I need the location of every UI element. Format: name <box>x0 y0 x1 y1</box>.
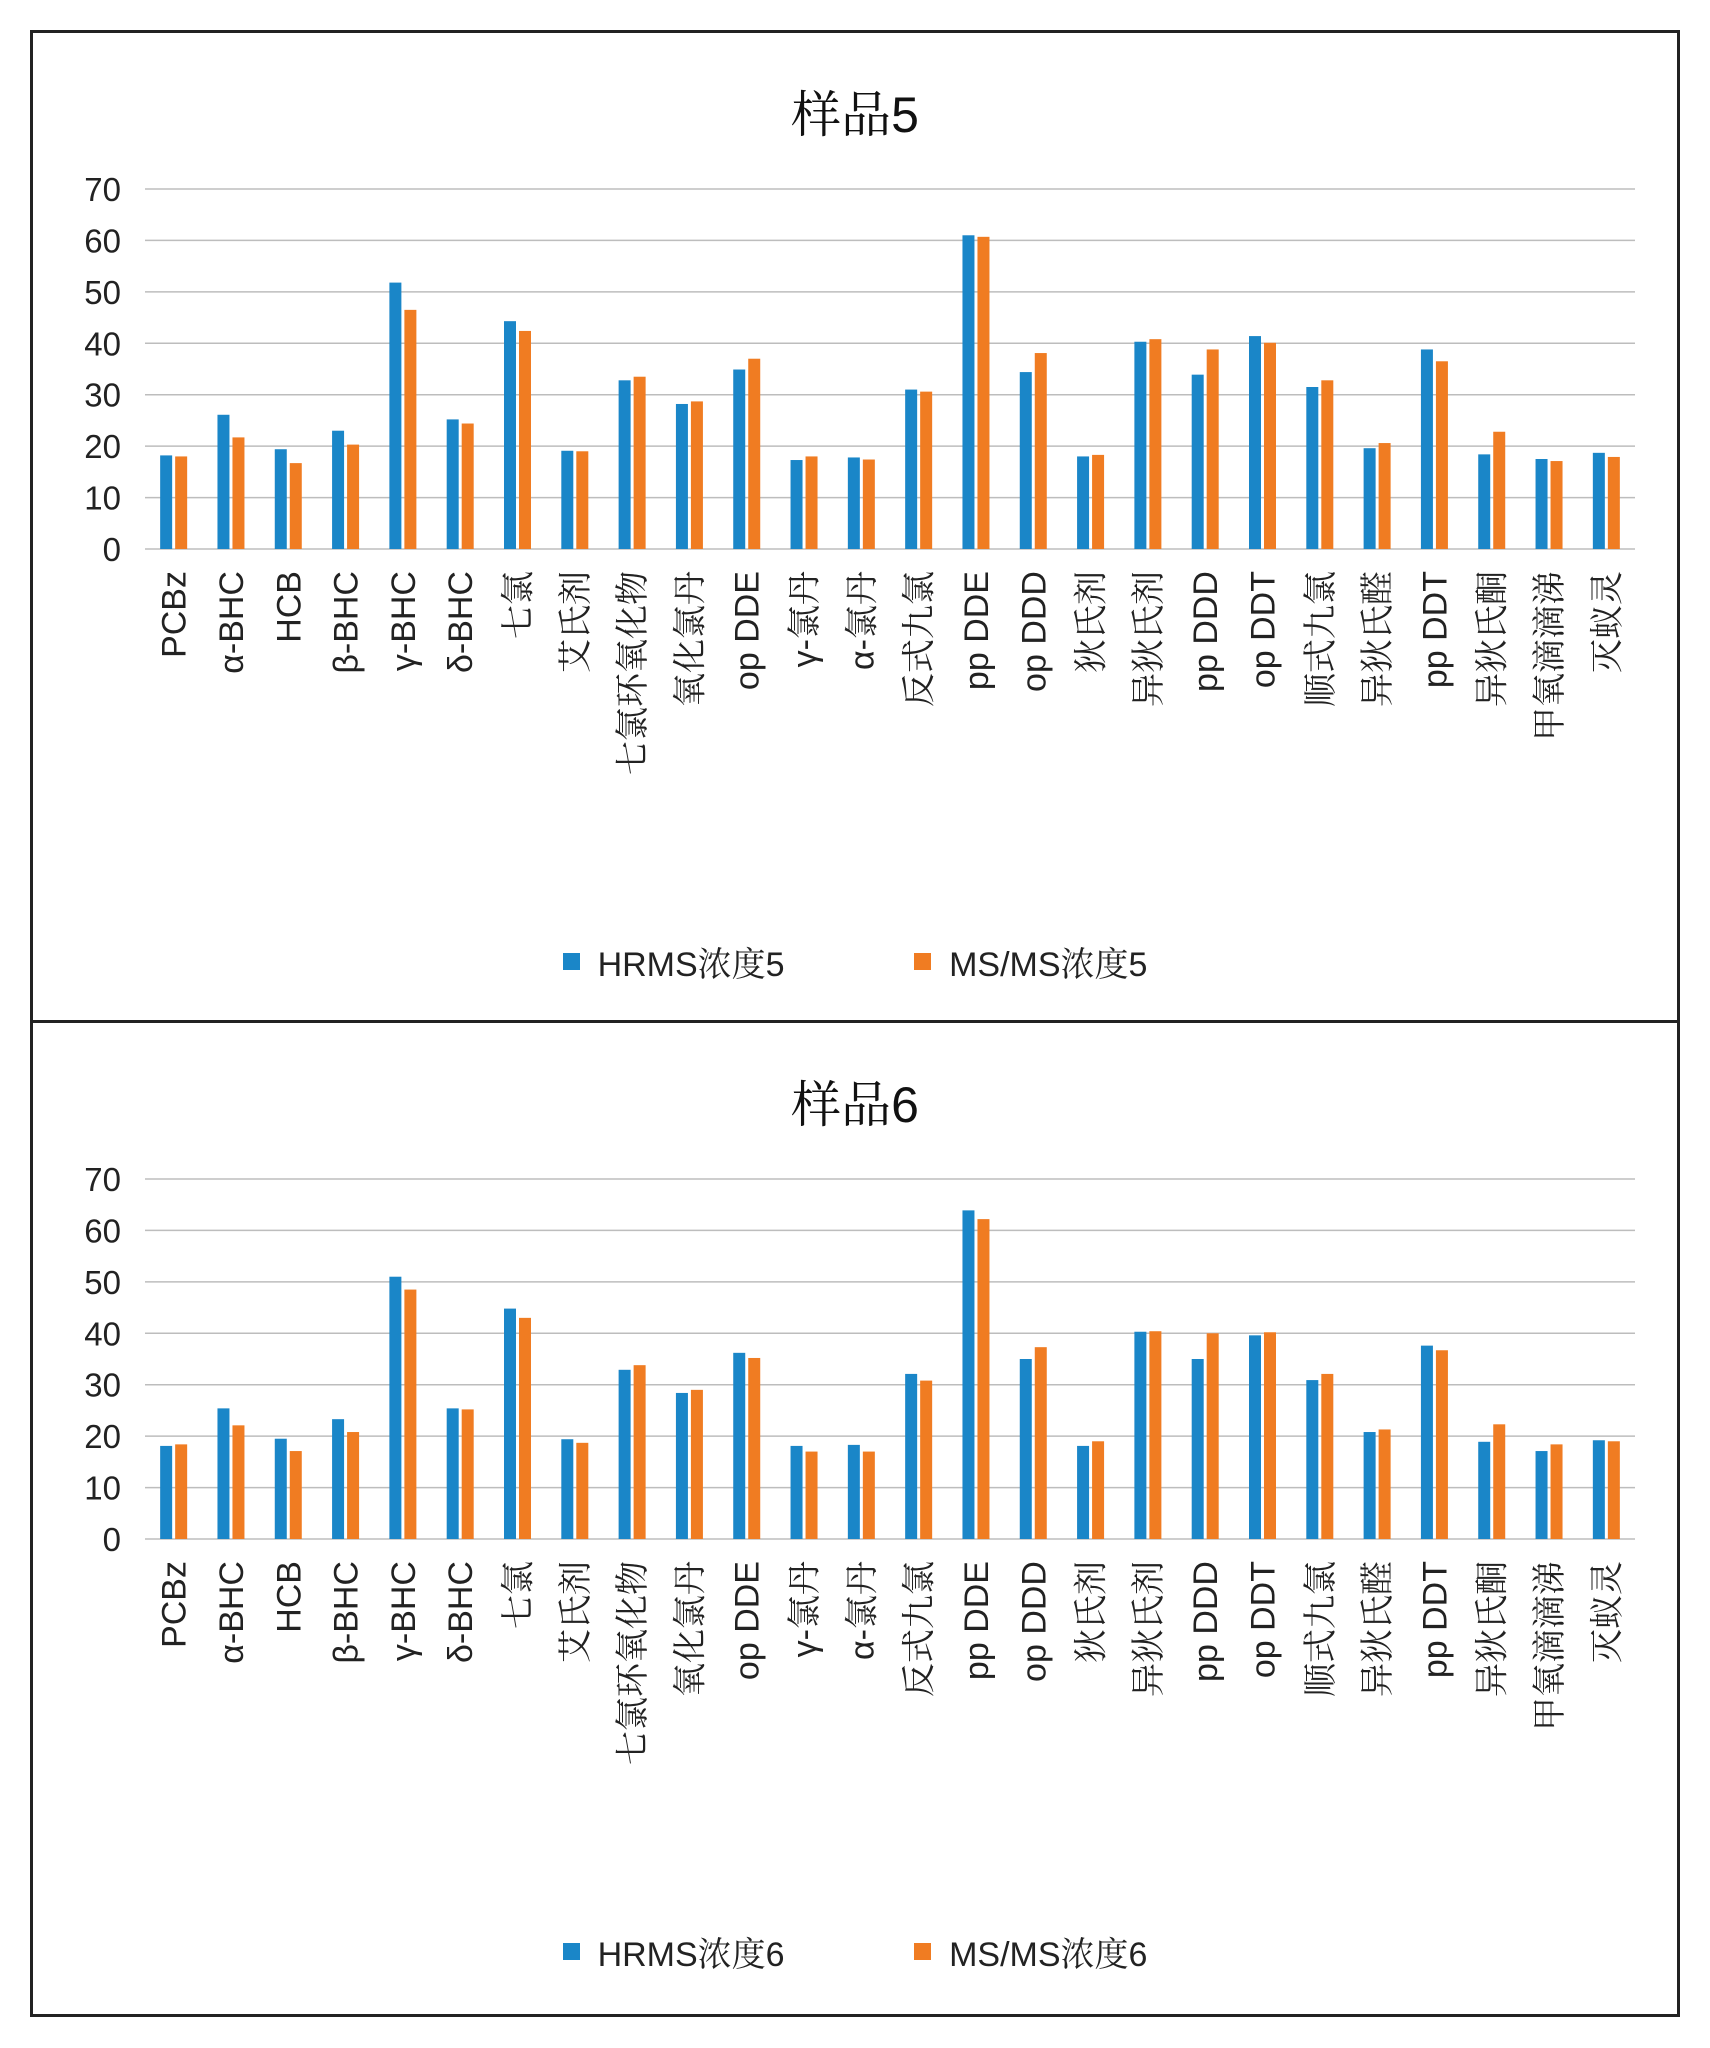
bar-msms <box>519 1318 531 1539</box>
x-tick-label: 异狄氏酮 <box>1473 571 1512 707</box>
bar-chart <box>33 1023 1677 1863</box>
bar-hrms <box>447 419 459 549</box>
bar-msms <box>1149 339 1161 549</box>
bar-hrms <box>504 321 516 549</box>
y-tick-label: 20 <box>84 428 121 466</box>
bar-msms <box>1493 432 1505 549</box>
bar-hrms <box>1192 375 1204 549</box>
x-tick-label: 艾氏剂 <box>556 571 595 673</box>
x-tick-label: 顺式九氯 <box>1301 571 1340 707</box>
chart-title: 样品5 <box>791 87 919 143</box>
bar-hrms <box>1306 1380 1318 1539</box>
bar-msms <box>806 456 818 549</box>
bar-hrms <box>676 404 688 549</box>
bar-msms <box>232 437 244 549</box>
bar-msms <box>977 1219 989 1539</box>
bar-hrms <box>389 1277 401 1539</box>
bar-msms <box>1608 457 1620 549</box>
x-tick-label: op DDT <box>1244 1561 1283 1679</box>
bar-hrms <box>676 1393 688 1539</box>
bar-hrms <box>1364 448 1376 549</box>
bar-hrms <box>733 1353 745 1539</box>
x-tick-label: op DDE <box>728 1561 767 1681</box>
bar-msms <box>920 392 932 549</box>
legend <box>33 1927 1677 1976</box>
legend-item-hrms <box>563 937 785 986</box>
x-tick-label: α-BHC <box>212 1561 251 1664</box>
bar-msms <box>920 1381 932 1539</box>
bar-hrms <box>619 380 631 549</box>
bar-hrms <box>1192 1359 1204 1539</box>
x-tick-label: δ-BHC <box>442 1561 481 1664</box>
bar-hrms <box>275 1439 287 1539</box>
bar-hrms <box>1536 1451 1548 1539</box>
bar-hrms <box>1306 387 1318 549</box>
bar-hrms <box>1020 1359 1032 1539</box>
x-tick-label: 狄氏剂 <box>1072 1561 1111 1663</box>
bar-hrms <box>1077 1446 1089 1539</box>
legend-swatch-hrms <box>563 1943 580 1960</box>
x-tick-label: PCBz <box>155 1561 194 1648</box>
bar-msms <box>1035 353 1047 549</box>
bar-msms <box>1551 461 1563 549</box>
x-tick-label: 顺式九氯 <box>1301 1561 1340 1697</box>
bar-msms <box>977 237 989 549</box>
bar-hrms <box>561 451 573 549</box>
x-tick-label: α-BHC <box>212 571 251 674</box>
legend-swatch-hrms <box>563 953 580 970</box>
bar-hrms <box>1077 456 1089 549</box>
bar-hrms <box>1134 1332 1146 1539</box>
legend-label-msms: MS/MS浓度5 <box>949 946 1148 984</box>
bar-msms <box>1379 443 1391 549</box>
bar-msms <box>347 445 359 549</box>
chart-panel-sample-5 <box>30 30 1680 1023</box>
x-tick-label: op DDD <box>1015 571 1054 692</box>
x-tick-label: γ-氯丹 <box>786 571 825 668</box>
chart-panel-sample-6 <box>30 1023 1680 2017</box>
bar-msms <box>519 331 531 549</box>
x-tick-label: 七氯环氧化物 <box>614 571 653 775</box>
y-tick-label: 0 <box>102 531 121 568</box>
bar-msms <box>1264 1332 1276 1539</box>
y-tick-label: 60 <box>84 1212 121 1250</box>
bar-msms <box>863 460 875 549</box>
chart-title: 样品6 <box>791 1077 919 1133</box>
bar-msms <box>691 1390 703 1539</box>
bar-hrms <box>1478 1442 1490 1539</box>
legend-label-hrms: HRMS浓度6 <box>597 1936 785 1974</box>
bar-msms <box>748 359 760 549</box>
bar-msms <box>347 1432 359 1539</box>
bar-msms <box>175 456 187 549</box>
bar-msms <box>404 310 416 549</box>
bar-hrms <box>1536 459 1548 549</box>
legend-item-hrms <box>563 1927 785 1976</box>
x-tick-label: β-BHC <box>327 571 366 674</box>
bar-msms <box>1493 1424 1505 1539</box>
bar-hrms <box>848 1445 860 1539</box>
y-tick-label: 10 <box>84 479 121 517</box>
x-tick-label: 甲氧滴滴涕 <box>1531 1561 1570 1731</box>
x-tick-label: pp DDD <box>1187 571 1226 692</box>
bar-msms <box>1321 1374 1333 1539</box>
bar-hrms <box>1249 336 1261 549</box>
legend-label-hrms: HRMS浓度5 <box>597 946 785 984</box>
bar-hrms <box>1249 1335 1261 1539</box>
y-tick-label: 70 <box>84 1161 121 1198</box>
bar-msms <box>232 1425 244 1539</box>
y-tick-label: 40 <box>84 1315 121 1353</box>
bar-hrms <box>905 1374 917 1539</box>
bar-hrms <box>1478 454 1490 549</box>
bar-msms <box>634 1365 646 1539</box>
x-tick-label: pp DDT <box>1416 571 1455 689</box>
bar-hrms <box>217 1408 229 1539</box>
bar-msms <box>1551 1444 1563 1539</box>
x-tick-label: pp DDE <box>957 571 996 691</box>
y-tick-label: 40 <box>84 325 121 363</box>
x-tick-label: α-氯丹 <box>843 571 882 670</box>
x-tick-label: 灭蚁灵 <box>1588 571 1627 673</box>
x-tick-label: α-氯丹 <box>843 1561 882 1660</box>
bar-hrms <box>1421 349 1433 549</box>
x-tick-label: 异狄氏醛 <box>1359 571 1398 707</box>
bar-msms <box>1092 1441 1104 1539</box>
bar-hrms <box>962 235 974 549</box>
x-tick-label: 异狄氏剂 <box>1129 1561 1168 1697</box>
bar-hrms <box>332 431 344 549</box>
y-tick-label: 10 <box>84 1469 121 1507</box>
bar-hrms <box>1134 342 1146 549</box>
x-tick-label: 异狄氏剂 <box>1129 571 1168 707</box>
bar-msms <box>1436 1350 1448 1539</box>
bar-hrms <box>791 1446 803 1539</box>
x-tick-label: γ-BHC <box>384 1561 423 1662</box>
bar-msms <box>576 1443 588 1539</box>
bar-msms <box>462 1409 474 1539</box>
x-tick-label: 七氯 <box>499 571 538 639</box>
y-tick-label: 20 <box>84 1418 121 1456</box>
bar-hrms <box>504 1309 516 1539</box>
x-tick-label: 甲氧滴滴涕 <box>1531 571 1570 741</box>
bar-msms <box>1207 1333 1219 1539</box>
bar-hrms <box>561 1439 573 1539</box>
x-tick-label: pp DDT <box>1416 1561 1455 1679</box>
x-tick-label: γ-BHC <box>384 571 423 672</box>
bar-msms <box>806 1452 818 1539</box>
bar-hrms <box>389 283 401 549</box>
x-tick-label: op DDE <box>728 571 767 691</box>
legend-swatch-msms <box>914 953 931 970</box>
bar-msms <box>1207 349 1219 549</box>
bar-msms <box>1379 1429 1391 1539</box>
bar-msms <box>748 1358 760 1539</box>
x-tick-label: 狄氏剂 <box>1072 571 1111 673</box>
bar-hrms <box>905 390 917 549</box>
bar-hrms <box>1020 372 1032 549</box>
bar-msms <box>175 1444 187 1539</box>
x-tick-label: op DDD <box>1015 1561 1054 1682</box>
bar-chart <box>33 33 1677 873</box>
legend-item-msms <box>914 937 1147 986</box>
x-tick-label: HCB <box>270 1561 309 1633</box>
x-tick-label: 氧化氯丹 <box>671 1561 710 1697</box>
bar-msms <box>1436 361 1448 549</box>
legend-item-msms <box>914 1927 1147 1976</box>
bar-msms <box>290 1451 302 1539</box>
bar-msms <box>691 401 703 549</box>
y-tick-label: 30 <box>84 1366 121 1404</box>
bar-hrms <box>1364 1432 1376 1539</box>
bar-msms <box>1092 455 1104 549</box>
x-tick-label: β-BHC <box>327 1561 366 1664</box>
y-tick-label: 50 <box>84 273 121 311</box>
x-tick-label: 异狄氏酮 <box>1473 1561 1512 1697</box>
bar-hrms <box>160 455 172 549</box>
bar-hrms <box>848 457 860 549</box>
y-tick-label: 30 <box>84 376 121 414</box>
bar-msms <box>404 1290 416 1539</box>
bar-hrms <box>619 1370 631 1539</box>
bar-msms <box>290 463 302 549</box>
x-tick-label: pp DDD <box>1187 1561 1226 1682</box>
legend-swatch-msms <box>914 1943 931 1960</box>
bar-msms <box>863 1452 875 1539</box>
bar-msms <box>1035 1347 1047 1539</box>
x-tick-label: HCB <box>270 571 309 643</box>
bar-msms <box>1321 380 1333 549</box>
bar-msms <box>634 377 646 549</box>
legend <box>33 937 1677 986</box>
bar-hrms <box>1421 1346 1433 1539</box>
bar-hrms <box>733 370 745 549</box>
x-tick-label: 氧化氯丹 <box>671 571 710 707</box>
bar-hrms <box>447 1408 459 1539</box>
x-tick-label: 艾氏剂 <box>556 1561 595 1663</box>
y-tick-label: 0 <box>102 1521 121 1558</box>
bar-hrms <box>1593 1440 1605 1539</box>
legend-label-msms: MS/MS浓度6 <box>949 1936 1148 1974</box>
bar-hrms <box>160 1446 172 1539</box>
bar-msms <box>1608 1441 1620 1539</box>
x-tick-label: γ-氯丹 <box>786 1561 825 1658</box>
x-tick-label: 反式九氯 <box>900 1561 939 1697</box>
x-tick-label: δ-BHC <box>442 571 481 674</box>
bar-hrms <box>275 449 287 549</box>
x-tick-label: PCBz <box>155 571 194 658</box>
x-tick-label: 灭蚁灵 <box>1588 1561 1627 1663</box>
bar-hrms <box>332 1419 344 1539</box>
x-tick-label: pp DDE <box>957 1561 996 1681</box>
y-tick-label: 70 <box>84 171 121 208</box>
x-tick-label: op DDT <box>1244 571 1283 689</box>
x-tick-label: 七氯环氧化物 <box>614 1561 653 1765</box>
bar-msms <box>1264 343 1276 549</box>
bar-hrms <box>1593 453 1605 549</box>
bar-hrms <box>217 415 229 549</box>
x-tick-label: 反式九氯 <box>900 570 939 707</box>
y-tick-label: 50 <box>84 1263 121 1301</box>
bar-hrms <box>791 460 803 549</box>
bar-msms <box>1149 1331 1161 1539</box>
bar-msms <box>462 424 474 549</box>
bar-hrms <box>962 1210 974 1539</box>
x-tick-label: 七氯 <box>499 1561 538 1629</box>
x-tick-label: 异狄氏醛 <box>1359 1561 1398 1697</box>
bar-msms <box>576 451 588 549</box>
y-tick-label: 60 <box>84 222 121 260</box>
